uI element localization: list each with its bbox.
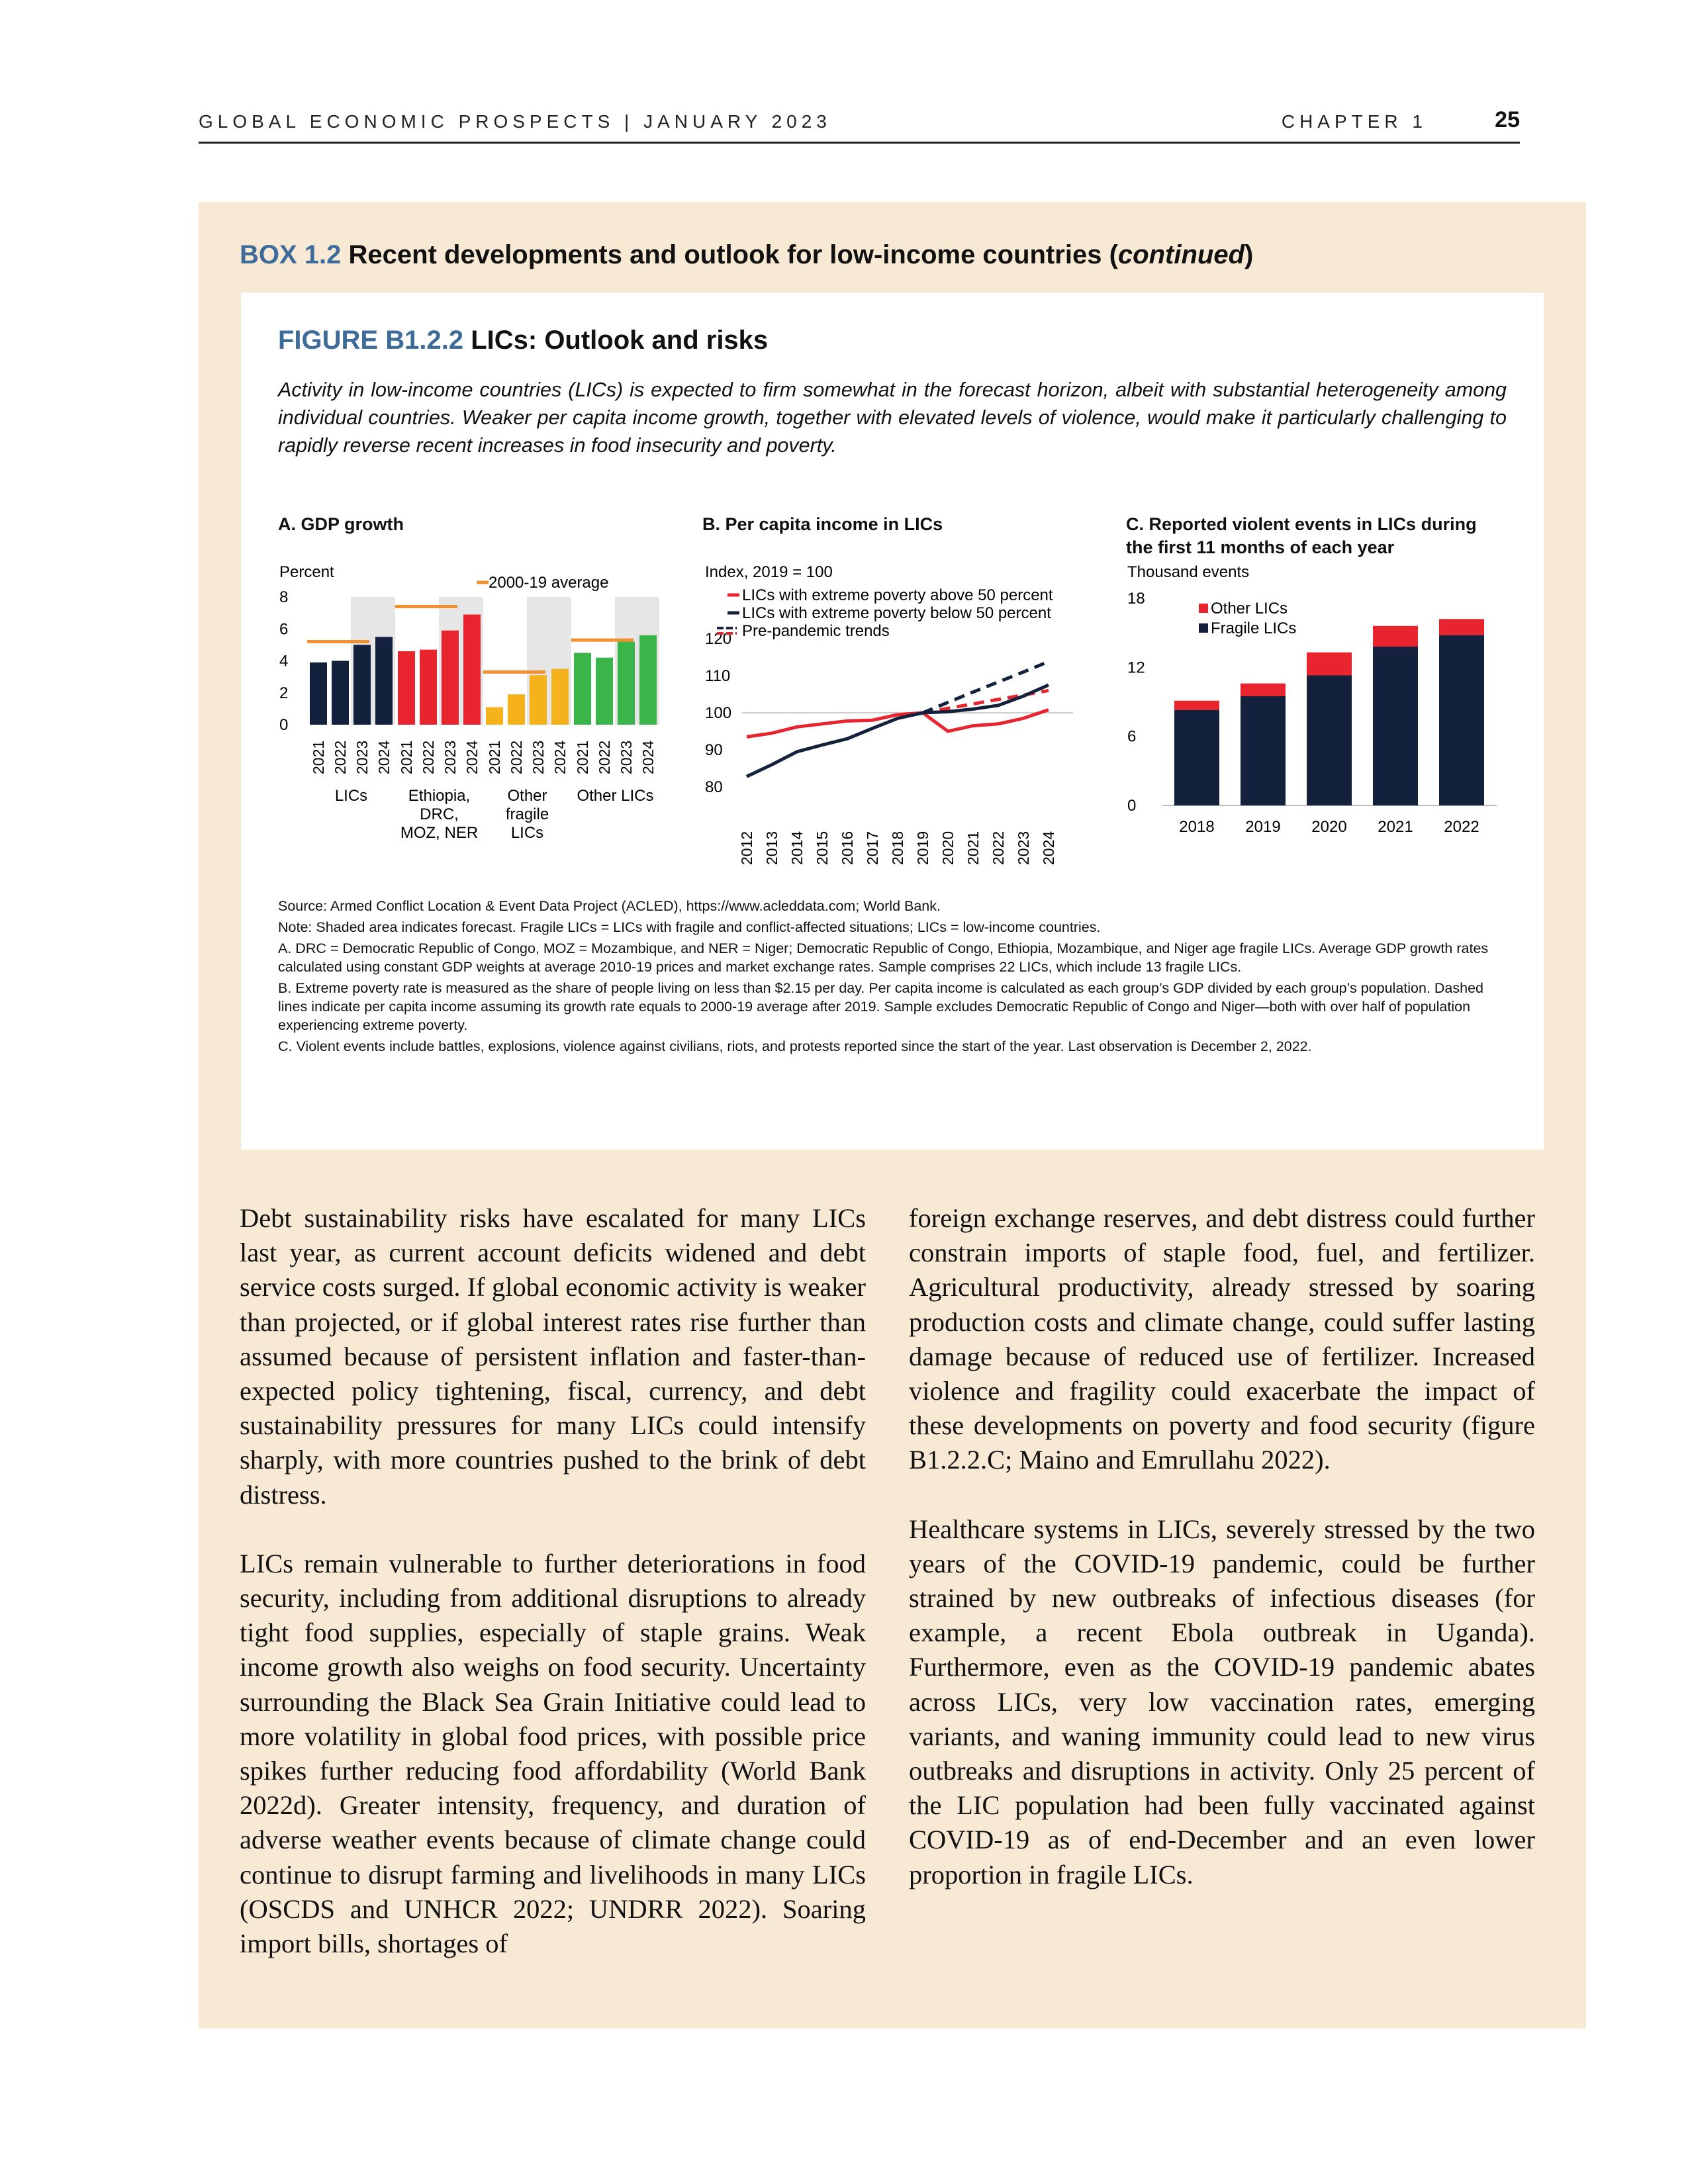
- y-tick-label: 6: [279, 620, 289, 639]
- bar: [486, 707, 503, 725]
- y-tick-label: 8: [279, 588, 289, 606]
- panel-c-title-line1: C. Reported violent events in LICs during: [1126, 514, 1477, 534]
- bar-other-lics: [1373, 626, 1418, 647]
- panel-b-title: B. Per capita income in LICs: [702, 514, 943, 534]
- bar-other-lics: [1307, 653, 1352, 676]
- group-label: Ethiopia,: [408, 787, 471, 805]
- series-poverty-above-50: [747, 710, 1049, 737]
- legend-swatch: [1199, 623, 1208, 633]
- paragraph: foreign exchange reserves, and debt distress could further constrain imports of staple food, fuel, and fertilizer. Agricultural productivity, already stressed by soaring production costs and climate change, could suffer lasting damage because of reduced use of fertilizer. Increased violence and fragility could exacerbate the impact of these developments on poverty and food security (figure B1.2.2.C; Maino and Emrullahu 2022).: [909, 1203, 1535, 1475]
- chapter-label: CHAPTER 1: [1281, 111, 1427, 132]
- note-b: B. Extreme poverty rate is measured as the share of people living on less than $2.15 per day. Per capita income is calculated as each group’s GDP divided by each group’s population. Dashed lines indicate per capita income assuming its growth rate equals to 2000-19 average after 2019. Sample excludes Democratic Republic of Congo and Niger—both with over half of population experiencing extreme poverty.: [278, 980, 1484, 1033]
- legend-label: Other LICs: [1211, 600, 1288, 617]
- bar-fragile-lics: [1373, 647, 1418, 805]
- bar: [618, 642, 635, 725]
- x-tick-label: 2022: [596, 740, 613, 774]
- y-tick-label: 0: [1127, 797, 1137, 815]
- x-tick-label: 2020: [939, 831, 957, 865]
- bar-other-lics: [1241, 684, 1286, 696]
- bar: [332, 661, 349, 725]
- x-tick-label: 2022: [508, 740, 525, 774]
- x-tick-label: 2021: [486, 740, 503, 774]
- bar-other-lics: [1174, 701, 1219, 710]
- box-title-italic: continued: [1117, 240, 1244, 269]
- page-number: 25: [1495, 107, 1520, 132]
- per-capita-income-chart: [702, 564, 1100, 875]
- y-tick-label: 4: [279, 652, 289, 670]
- bar: [574, 653, 591, 725]
- series-pre-pandemic-trend: [923, 662, 1049, 713]
- x-tick-label: 2022: [332, 740, 349, 774]
- x-tick-label: 2022: [420, 740, 437, 774]
- bar-fragile-lics: [1241, 696, 1286, 805]
- group-label: Other LICs: [577, 787, 654, 805]
- x-tick-label: 2021: [964, 831, 982, 865]
- y-axis-label: Percent: [279, 563, 334, 581]
- y-axis-label: Index, 2019 = 100: [705, 563, 833, 581]
- y-tick-label: 0: [279, 716, 289, 734]
- figure-title: [278, 326, 768, 355]
- bar: [375, 637, 393, 725]
- x-tick-label: 2019: [1245, 818, 1281, 836]
- x-tick-label: 2023: [1015, 831, 1032, 865]
- y-tick-label: 120: [705, 630, 732, 648]
- paragraph: LICs remain vulnerable to further deteriorations in food security, including from additional disruptions to already tight food supplies, especially of staple grains. Weak income growth also weighs on food security. Uncertainty surrounding the Black Sea Grain Initiative could lead to more volatility in global food prices, with possible price spikes further reducing food affordability (World Bank 2022d). Greater intensity, frequency, and duration of adverse weather events because of climate change could continue to disrupt farming and livelihoods in many LICs (OSCDS and UNHCR 2022; UNDRR 2022). Soaring import bills, shortages of: [240, 1548, 866, 1959]
- y-tick-label: 110: [705, 667, 731, 685]
- group-label: Other: [507, 787, 547, 805]
- x-tick-label: 2024: [639, 740, 657, 774]
- running-header: [199, 107, 1520, 144]
- x-tick-label: 2019: [914, 831, 931, 865]
- group-label: LICs: [510, 824, 544, 842]
- y-axis-label: Thousand events: [1127, 563, 1250, 581]
- x-tick-label: 2023: [530, 740, 547, 774]
- legend-average-label: 2000-19 average: [489, 574, 609, 592]
- x-tick-label: 2021: [310, 740, 327, 774]
- bar-fragile-lics: [1174, 710, 1219, 805]
- paragraph: Debt sustainability risks have escalated for many LICs last year, as current account deficits widened and debt service costs surged. If global economic activity is weaker than projected, or if global interest rates rise further than assumed because of persistent inflation and faster-than-expected policy tightening, fiscal, currency, and debt sustainability pressures for many LICs could intensify sharply, with more countries pushed to the brink of debt distress.: [240, 1203, 866, 1510]
- group-label: fragile: [505, 805, 549, 823]
- bar: [530, 675, 547, 725]
- note-c: C. Violent events include battles, explosions, violence against civilians, riots, and protests reported since the start of the year. Last observation is December 2, 2022.: [278, 1038, 1312, 1054]
- bar: [310, 662, 327, 725]
- note-a: A. DRC = Democratic Republic of Congo, MOZ = Mozambique, and NER = Niger; Democratic Republic of Congo, Ethiopia, Mozambique, and Niger age fragile LICs. Average GDP growth rates calculated using constant GDP weights at average 2010-19 prices and market exchange rates. Sample comprises 22 LICs, which include 13 fragile LICs.: [278, 940, 1489, 975]
- x-tick-label: 2014: [788, 831, 806, 865]
- panel-c-title-line2: the first 11 months of each year: [1126, 537, 1395, 557]
- legend-label: LICs with extreme poverty above 50 percent: [742, 586, 1053, 604]
- panel-a-title: A. GDP growth: [278, 514, 404, 534]
- panel-c-title: [1126, 513, 1477, 559]
- x-tick-label: 2020: [1311, 818, 1347, 836]
- x-tick-label: 2024: [551, 740, 569, 774]
- bar-fragile-lics: [1307, 676, 1352, 805]
- x-tick-label: 2016: [839, 831, 856, 865]
- x-tick-label: 2023: [618, 740, 635, 774]
- series-poverty-below-50: [747, 685, 1049, 776]
- x-tick-label: 2022: [990, 831, 1007, 865]
- x-tick-label: 2017: [864, 831, 881, 865]
- x-tick-label: 2021: [1378, 818, 1413, 836]
- y-tick-label: 80: [705, 778, 723, 796]
- bar: [551, 669, 569, 725]
- figure-b1-2-2: [241, 293, 1544, 1150]
- group-label: LICs: [334, 787, 368, 805]
- bar: [353, 645, 371, 725]
- bar: [508, 694, 525, 725]
- figure-label: FIGURE B1.2.2: [278, 326, 464, 355]
- paragraph: Healthcare systems in LICs, severely stressed by the two years of the COVID-19 pandemic, could be further strained by new outbreaks of infectious diseases (for example, a recent Ebola outbreak in Uganda). Furthermore, even as the COVID-19 pandemic abates across LICs, very low vaccination rates, emerging variants, and waning immunity could lead to new virus outbreaks and disruptions in activity. Only 25 percent of the LIC population had been fully vaccinated against COVID-19 as of end-December and an even lower proportion in fragile LICs.: [909, 1514, 1535, 1889]
- x-tick-label: 2015: [814, 831, 831, 865]
- group-label: DRC,: [420, 805, 459, 823]
- x-tick-label: 2022: [1444, 818, 1479, 836]
- y-tick-label: 6: [1127, 727, 1137, 746]
- x-tick-label: 2018: [1179, 818, 1215, 836]
- note-source: Source: Armed Conflict Location & Event Data Project (ACLED), https://www.acleddata.com; World Bank.: [278, 898, 941, 914]
- bar-other-lics: [1439, 619, 1484, 635]
- figure-notes: [278, 897, 1503, 1058]
- y-tick-label: 90: [705, 741, 723, 759]
- y-tick-label: 12: [1127, 659, 1145, 677]
- x-tick-label: 2023: [442, 740, 459, 774]
- bar: [463, 615, 481, 725]
- figure-title-text: LICs: Outlook and risks: [471, 326, 769, 355]
- violent-events-chart: [1126, 564, 1497, 875]
- legend-label: Fragile LICs: [1211, 619, 1297, 637]
- legend-swatch: [1199, 604, 1208, 613]
- bar: [639, 635, 657, 725]
- body-column-left: [240, 1201, 866, 1995]
- bar: [420, 650, 437, 725]
- x-tick-label: 2021: [574, 740, 591, 774]
- gdp-growth-chart: [278, 563, 657, 875]
- y-tick-label: 2: [279, 684, 289, 702]
- legend-label: LICs with extreme poverty below 50 percent: [742, 604, 1051, 622]
- x-tick-label: 2024: [463, 740, 481, 774]
- publication-title: GLOBAL ECONOMIC PROSPECTS | JANUARY 2023: [199, 111, 831, 132]
- legend-label: Pre-pandemic trends: [742, 622, 890, 640]
- body-column-right: [909, 1201, 1535, 1927]
- box-1-2: [199, 202, 1586, 2028]
- figure-caption: Activity in low-income countries (LICs) is expected to firm somewhat in the forecast horizon, albeit with substantial heterogeneity among individual countries. Weaker per capita income growth, together with elevated levels of violence, would make it particularly challenging to rapidly reverse recent increases in food insecurity and poverty.: [278, 379, 1507, 457]
- x-tick-label: 2021: [398, 740, 415, 774]
- bar: [398, 651, 415, 725]
- y-tick-label: 100: [705, 704, 732, 722]
- x-tick-label: 2012: [738, 831, 755, 865]
- x-tick-label: 2024: [375, 740, 393, 774]
- bar: [442, 631, 459, 725]
- x-tick-label: 2024: [1040, 831, 1057, 865]
- bar: [596, 658, 613, 725]
- box-title-text: Recent developments and outlook for low-income countries (: [348, 240, 1118, 269]
- x-tick-label: 2018: [889, 831, 906, 865]
- group-label: MOZ, NER: [400, 824, 479, 842]
- note-general: Note: Shaded area indicates forecast. Fragile LICs = LICs with fragile and conflict-affected situations; LICs = low-income countries.: [278, 919, 1101, 935]
- box-title-end: ): [1244, 240, 1254, 269]
- bar-fragile-lics: [1439, 635, 1484, 805]
- x-tick-label: 2023: [353, 740, 371, 774]
- box-title: [240, 240, 1253, 270]
- x-tick-label: 2013: [763, 831, 780, 865]
- y-tick-label: 18: [1127, 590, 1145, 608]
- box-label: BOX 1.2: [240, 240, 342, 269]
